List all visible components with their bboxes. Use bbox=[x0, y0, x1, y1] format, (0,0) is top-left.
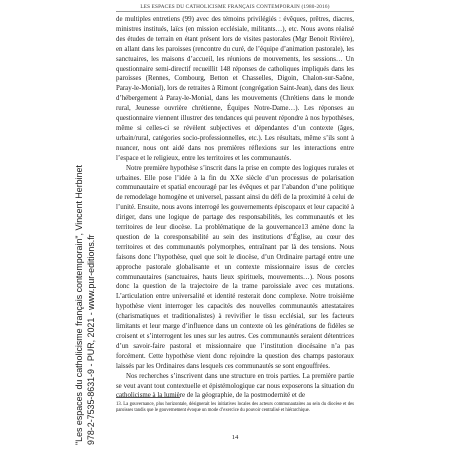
footnote: 13. La gouvernance, plus horizontale, désignerait les initiatives locales des acteurs communautaires au sein du diocèse et des paroisses tandis que le gouvernement évoque un mode d’exercice du pouvoir centralisé et hiérarchique. bbox=[116, 402, 354, 414]
running-head-rule bbox=[116, 11, 354, 12]
body-text bbox=[116, 15, 354, 401]
footnote-rule bbox=[116, 397, 180, 398]
side-note-line-1: "Les espaces du catholicisme français contemporain", Vincent Herbinet bbox=[74, 165, 84, 445]
running-head: LES ESPACES DU CATHOLICISME FRANÇAIS CONTEMPORAIN (1980-2016) bbox=[140, 4, 330, 10]
copyright-side-note bbox=[74, 165, 97, 445]
page-number: 14 bbox=[231, 434, 239, 441]
side-note-line-2: 978-2-7535-8631-9 - PUR, 2021 - www.pur-editions.fr bbox=[85, 234, 96, 445]
paragraph-3: Nos recherches s’inscrivent dans une structure en trois parties. La première partie se veut avant tout contextuelle et épistémologique car nous exposerons la situation du catholicisme à la lumière de la géographie, de la postmodernité et de bbox=[116, 372, 354, 400]
paragraph-2: Notre première hypothèse s’inscrit dans la prise en compte des logiques rurales et urbaines. Elle pose l’idée à la fin du XXe siècle d’un processus de polarisation communautaire et spatial encouragé par les évêques et par l’abandon d’une politique de remodelage homogène et universel, passant ainsi du défi de la proximité à celui de l’unité. Ensuite, nous avons interrogé les gouvernements épiscopaux et leur capacité à diriger, dans une logique de partage des responsabilités, les communautés et les territoires de leur diocèse. La problématique de la gouvernance13 amène donc la question de la coresponsabilité au sein des institutions d’Église, au cœur des territoires et des communautés polymorphes, entraînant par là des tensions. Nous faisons donc l’hypothèse, quel que soit le diocèse, d’un Ordinaire partagé entre une approche pastorale globalisante et un contexte missionnaire issus de cercles communautaires (sanctuaires, hauts lieux spirituels, mouvements…). Nous posons donc la question de la trajectoire de la trame paroissiale avec ces mutations. L’articulation entre universalité et identité resterait donc complexe. Notre troisième hypothèse vient interroger les capacités des nouvelles communautés attestataires (charismatiques et traditionalistes) à revivifier le tissu ecclésial, sur les facteurs limitants et leur marge d’influence dans un contexte où les générations de fidèles se croisent et s’interrogent les unes sur les autres. Ces communautés seraient détentrices d’un savoir-faire pastoral et missionnaire que l’institution diocésaine n’a pas forcément. Cette hypothèse vient donc rejoindre la question des champs pastoraux laissés par les Ordinaires dans lesquels ces communautés se sont engouffrées. bbox=[116, 164, 354, 370]
paragraph-1: de multiples entretiens (99) avec des témoins privilégiés : évêques, prêtres, diacres, ministres institués, laïcs (en mission ecclésiale, militants…), etc. Nous avons réalisé des études de terrain en étant présent lors de visites pastorales (Mgr Benoit Rivière), en allant dans les paroisses (rencontre du curé, de l’équipe d’animation pastorale), les sanctuaires, les maisons d’accueil, les réunions de mouvements, les sessions… Un questionnaire semi-directif recueillit 148 réponses de catholiques impliqués dans les paroisses (Rennes, Combourg, Betton et Chasselles, Digoin, Chalon-sur-Saône, Paray-le-Monial), lors de retraites à Rimont (congrégation Saint-Jean), dans des lieux d’hébergement à Paray-le-Monial, dans les mouvements (Chrétiens dans le monde rural, Jeunesse ouvrière chrétienne, Équipes Notre-Dame…). Les réponses au questionnaire viennent illustrer des tendances qui peuvent répondre à nos hypothèses, même si celles-ci se révèlent subjectives et dépendantes d’un contexte (âges, urbain/rural, catégories socio-professionnelles, etc.). Les résultats, même s’ils sont à nuancer, nous ont aidé dans nos premières réflexions sur les interactions entre l’espace et le religieux, entre les territoires et les communautés. bbox=[116, 16, 354, 162]
